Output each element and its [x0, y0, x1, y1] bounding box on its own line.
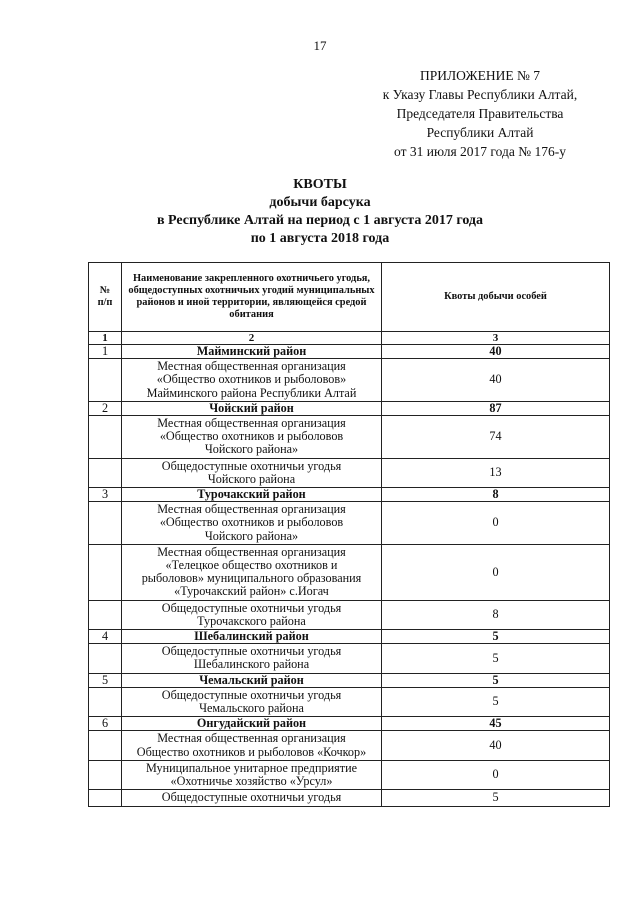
row-number-empty	[89, 687, 122, 716]
organization-name-line: Майминского района Республики Алтай	[146, 385, 357, 400]
organization-name	[122, 416, 382, 459]
organization-name-line: «Телецкое общество охотников и	[165, 558, 338, 573]
appendix-line: к Указу Главы Республики Алтай,	[382, 87, 578, 102]
organization-row	[89, 790, 610, 806]
organization-name-line: «Общество охотников и рыболовов	[159, 515, 344, 530]
header-number: № п/п	[89, 263, 122, 332]
organization-quota: 5	[382, 644, 610, 673]
organization-row	[89, 760, 610, 789]
organization-name-line: «Охотничье хозяйство «Урсул»	[170, 774, 333, 789]
organization-quota: 74	[382, 416, 610, 459]
district-quota: 40	[382, 345, 610, 359]
organization-row	[89, 731, 610, 760]
organization-quota: 0	[382, 544, 610, 600]
organization-name	[122, 600, 382, 629]
row-number: 1	[89, 345, 122, 359]
organization-row	[89, 544, 610, 600]
organization-name	[122, 644, 382, 673]
district-name: Турочакский район	[122, 488, 382, 502]
organization-quota: 0	[382, 502, 610, 545]
row-number-empty	[89, 458, 122, 487]
organization-name	[122, 359, 382, 402]
organization-name-line: Чойского района»	[204, 528, 299, 543]
title-line: по 1 августа 2018 года	[250, 231, 390, 246]
district-row	[89, 673, 610, 687]
organization-name-line: Турочакского района	[197, 613, 306, 628]
organization-name	[122, 544, 382, 600]
district-name: Онгудайский район	[122, 717, 382, 731]
row-number-empty	[89, 600, 122, 629]
organization-name-line: Местная общественная организация	[157, 731, 346, 746]
appendix-line: Председателя Правительства	[396, 106, 564, 121]
title-line: в Республике Алтай на период с 1 августа 2017 года	[156, 213, 484, 228]
organization-row	[89, 687, 610, 716]
organization-quota: 13	[382, 458, 610, 487]
organization-name-line: Муниципальное унитарное предприятие	[145, 760, 358, 775]
district-quota: 5	[382, 673, 610, 687]
organization-name-line: Местная общественная организация	[157, 544, 346, 559]
organization-name-line: Чемальского района	[199, 701, 304, 716]
district-quota: 5	[382, 630, 610, 644]
organization-name-line: «Общество охотников и рыболовов	[159, 429, 344, 444]
organization-row	[89, 416, 610, 459]
column-number: 2	[122, 332, 382, 345]
district-name: Шебалинский район	[122, 630, 382, 644]
organization-name-line: Общедоступные охотничьи угодья	[161, 458, 342, 473]
organization-name	[122, 760, 382, 789]
organization-name	[122, 502, 382, 545]
organization-row	[89, 644, 610, 673]
district-row	[89, 630, 610, 644]
organization-quota: 40	[382, 359, 610, 402]
row-number: 3	[89, 488, 122, 502]
district-quota: 8	[382, 488, 610, 502]
organization-name-line: Общество охотников и рыболовов «Кочкор»	[136, 744, 367, 759]
district-name: Чойский район	[122, 401, 382, 415]
organization-quota: 5	[382, 790, 610, 806]
row-number: 2	[89, 401, 122, 415]
organization-row	[89, 359, 610, 402]
district-row	[89, 717, 610, 731]
organization-name-line: рыболовов» муниципального образования	[141, 571, 362, 586]
column-number: 1	[89, 332, 122, 345]
organization-name-line: Чойского района	[207, 471, 296, 486]
page-number: 17	[313, 38, 327, 53]
district-quota: 45	[382, 717, 610, 731]
organization-name-line: Общедоступные охотничьи угодья	[161, 600, 342, 615]
district-row	[89, 401, 610, 415]
quota-table	[88, 262, 610, 807]
appendix-header	[352, 66, 608, 161]
row-number-empty	[89, 502, 122, 545]
organization-name-line: Общедоступные охотничьи угодья	[161, 644, 342, 659]
organization-quota: 8	[382, 600, 610, 629]
organization-name-line: Местная общественная организация	[157, 359, 346, 374]
row-number-empty	[89, 731, 122, 760]
row-number-empty	[89, 544, 122, 600]
organization-name-line: Общедоступные охотничьи угодья	[161, 687, 342, 702]
quota-table-body	[89, 345, 610, 807]
row-number-empty	[89, 416, 122, 459]
organization-name	[122, 731, 382, 760]
appendix-line: ПРИЛОЖЕНИЕ № 7	[419, 68, 541, 83]
organization-quota: 0	[382, 760, 610, 789]
organization-name-line: «Турочакский район» с.Иогач	[174, 584, 329, 599]
district-row	[89, 345, 610, 359]
organization-name-line: Чойского района»	[204, 442, 299, 457]
district-name: Майминский район	[122, 345, 382, 359]
document-title	[0, 176, 640, 248]
table-header-row	[89, 263, 610, 332]
district-row	[89, 488, 610, 502]
title-line: КВОТЫ	[293, 177, 347, 192]
row-number-empty	[89, 790, 122, 806]
appendix-line: от 31 июля 2017 года № 176-у	[394, 144, 566, 159]
organization-quota: 40	[382, 731, 610, 760]
row-number-empty	[89, 359, 122, 402]
appendix-line: Республики Алтай	[426, 125, 534, 140]
row-number: 5	[89, 673, 122, 687]
district-name: Чемальский район	[122, 673, 382, 687]
organization-quota: 5	[382, 687, 610, 716]
row-number-empty	[89, 644, 122, 673]
organization-row	[89, 502, 610, 545]
header-name: Наименование закрепленного охотничьего угодья, общедоступных охотничьих угодий муниципальных районов и иной территории, являющейся средой обитания	[122, 263, 382, 332]
title-line: добычи барсука	[269, 195, 371, 210]
organization-row	[89, 458, 610, 487]
organization-name-line: «Общество охотников и рыболовов»	[156, 372, 347, 387]
row-number: 4	[89, 630, 122, 644]
column-number-row	[89, 332, 610, 345]
organization-name	[122, 790, 382, 806]
organization-name-line: Местная общественная организация	[157, 502, 346, 517]
organization-name-line: Местная общественная организация	[157, 416, 346, 431]
row-number-empty	[89, 760, 122, 789]
organization-row	[89, 600, 610, 629]
row-number: 6	[89, 717, 122, 731]
header-quota: Квоты добычи особей	[382, 263, 610, 332]
column-number: 3	[382, 332, 610, 345]
organization-name	[122, 458, 382, 487]
organization-name-line: Шебалинского района	[193, 657, 310, 672]
organization-name-line: Общедоступные охотничьи угодья	[161, 790, 342, 805]
organization-name	[122, 687, 382, 716]
district-quota: 87	[382, 401, 610, 415]
